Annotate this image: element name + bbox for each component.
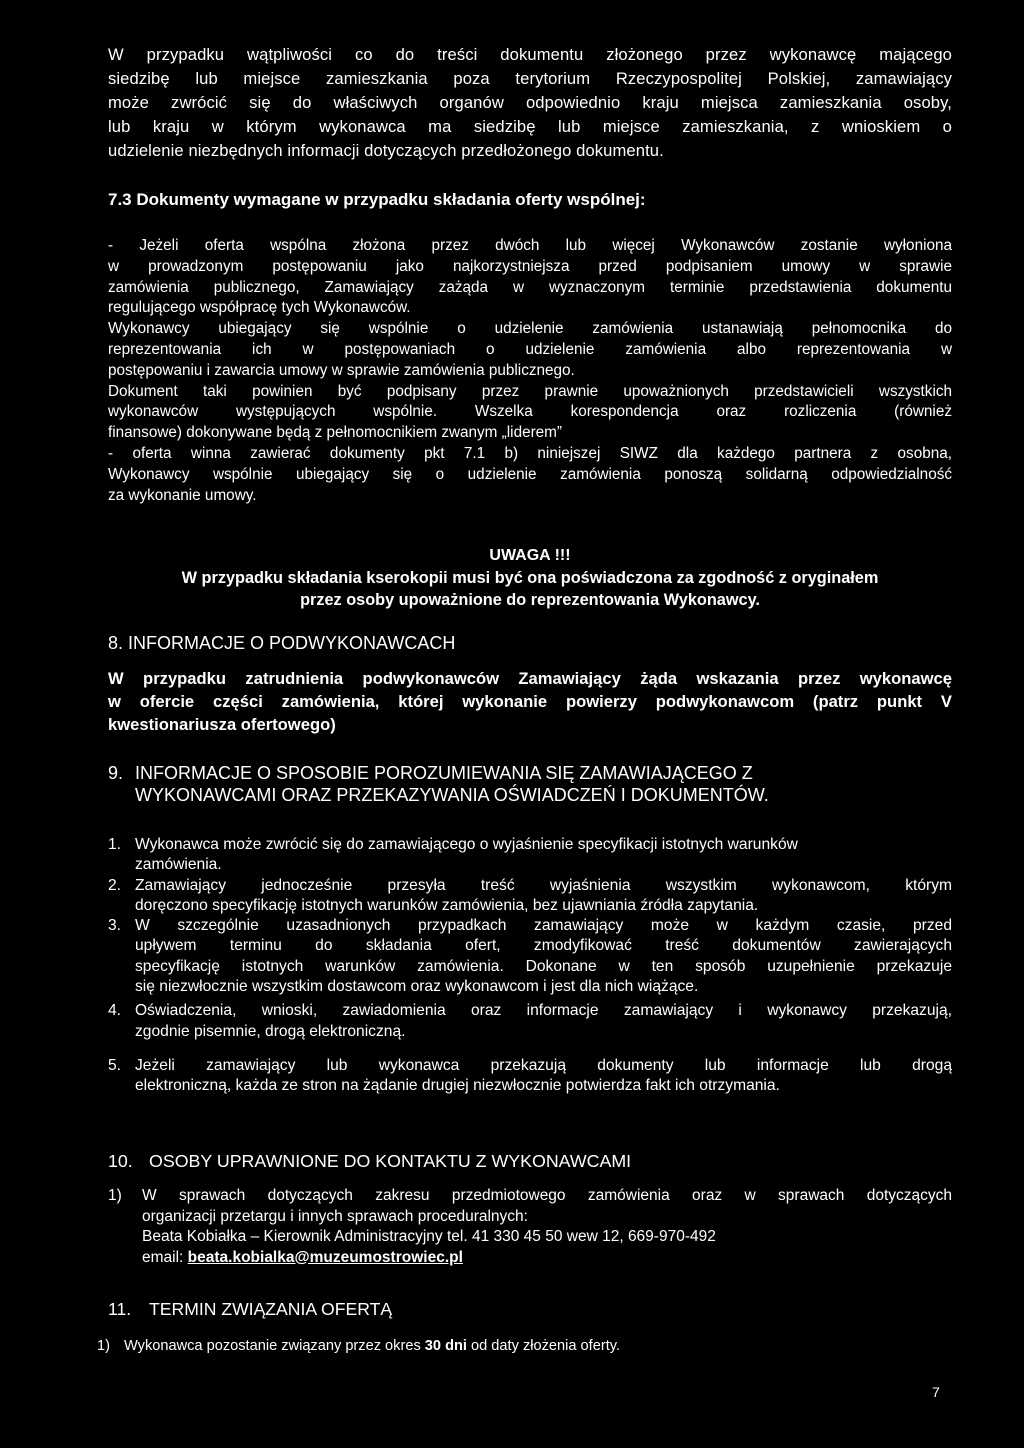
warning-text xyxy=(108,567,952,611)
item-line: Zamawiający jednocześnie przesyła treść wyjaśnienia wszystkim wykonawcom, którym xyxy=(135,876,952,894)
list-number: 1) xyxy=(108,1187,122,1204)
section-number: 11. xyxy=(108,1299,132,1319)
text-segment: od daty złożenia oferty. xyxy=(466,1338,621,1354)
bold-segment: 30 dni xyxy=(424,1338,467,1354)
item-line: zamówienia. xyxy=(135,856,222,874)
item-line xyxy=(124,1336,957,1356)
body-line: Wykonawcy wspólnie ubiegający się o udzielenie zamówienia ponoszą solidarną odpowiedzialność xyxy=(108,465,952,483)
section-8-heading: 8. INFORMACJE O PODWYKONAWCACH xyxy=(108,633,456,653)
heading-text: TERMIN ZWIĄZANIA OFERTĄ xyxy=(149,1299,393,1319)
section-10-body xyxy=(108,1186,952,1268)
body-line: Dokument taki powinien być podpisany przez prawnie upoważnionych przedstawicieli wszystkich xyxy=(108,382,952,400)
body-line: W przypadku zatrudnienia podwykonawców Zamawiający żąda wskazania przez wykonawcę xyxy=(108,669,952,688)
body-line: regulującego współpracę tych Wykonawców. xyxy=(108,299,411,317)
section-11-body xyxy=(97,1336,957,1356)
list-item xyxy=(108,916,952,997)
section-10-heading xyxy=(108,1150,952,1172)
list-item xyxy=(108,1056,952,1097)
text-segment: Wykonawca pozostanie związany przez okres xyxy=(124,1338,425,1354)
list-item xyxy=(108,835,952,876)
list-number: 5. xyxy=(108,1056,122,1074)
section-7-3-heading: 7.3 Dokumenty wymagane w przypadku składania oferty wspólnej: xyxy=(108,190,646,209)
body-line: postępowaniu i zawarcia umowy w sprawie zamówienia publicznego. xyxy=(108,361,575,379)
item-line: doręczono specyfikację istotnych warunków zamówienia, bez ujawniania źródła zapytania. xyxy=(135,896,759,914)
body-line: Wykonawcy ubiegający się wspólnie o udzielenie zamówienia ustanawiają pełnomocnika do xyxy=(108,320,952,338)
list-number: 2. xyxy=(108,876,122,894)
item-line: zgodnie pisemnie, drogą elektroniczną. xyxy=(135,1022,406,1040)
section-7-3-body xyxy=(108,236,952,506)
list-number: 1) xyxy=(97,1338,110,1354)
item-line: upływem terminu do składania ofert, zmodyfikować treść dokumentów zawierających xyxy=(135,937,952,955)
body-line: w prowadzonym postępowaniu jako najkorzystniejsza przed podpisaniem umowy w sprawie xyxy=(108,257,952,275)
body-line: za wykonanie umowy. xyxy=(108,486,257,504)
warning-line: W przypadku składania kserokopii musi być ona poświadczona za zgodność z oryginałem xyxy=(181,569,879,587)
body-line: - oferta winna zawierać dokumenty pkt 7.1 b) niniejszej SIWZ dla każdego partnera z osobna, xyxy=(108,444,952,462)
item-line: się niezwłocznie wszystkim dostawcom oraz wykonawcom i jest dla nich wiążące. xyxy=(135,978,699,996)
body-line: - Jeżeli oferta wspólna złożona przez dwóch lub więcej Wykonawców zostanie wyłoniona xyxy=(108,237,952,254)
heading-line: INFORMACJE O SPOSOBIE POROZUMIEWANIA SIĘ ZAMAWIAJĄCEGO Z xyxy=(135,763,753,783)
section-9-list xyxy=(108,835,952,1097)
intro-line: siedzibę lub miejsce zamieszkania poza terytorium Rzeczypospolitej Polskiej, zamawiający xyxy=(108,69,952,88)
section-9-heading xyxy=(108,762,952,806)
email-label: email: xyxy=(142,1248,188,1266)
body-line: kwestionariusza ofertowego) xyxy=(108,715,336,734)
list-number: 4. xyxy=(108,1002,122,1020)
section-8-body xyxy=(108,667,952,736)
body-line: finansowe) dokonywane będą z pełnomocnikiem zwanym „liderem” xyxy=(108,424,563,442)
body-line: reprezentowania ich w postępowaniach o udzielenie zamówienia albo reprezentowania w xyxy=(108,340,952,358)
item-line: Jeżeli zamawiający lub wykonawca przekazują dokumenty lub informacje lub drogą xyxy=(135,1056,952,1074)
intro-paragraph xyxy=(108,43,952,163)
body-line: zamówienia publicznego, Zamawiający zażąda w wyznaczonym terminie przedstawienia dokumentu xyxy=(108,278,952,296)
list-item xyxy=(108,1001,952,1042)
list-item xyxy=(108,876,952,917)
item-line: W sprawach dotyczących zakresu przedmiotowego zamówienia oraz w sprawach dotyczących xyxy=(142,1187,952,1204)
item-line: specyfikację istotnych warunków zamówienia. Dokonane w ten sposób uzupełnienie przekazuje xyxy=(135,957,952,975)
email-link[interactable]: beata.kobialka@muzeumostrowiec.pl xyxy=(187,1248,463,1266)
intro-line: udzielenie niezbędnych informacji dotyczących przedłożonego dokumentu. xyxy=(108,141,664,160)
section-11-heading xyxy=(108,1298,952,1320)
heading-text: OSOBY UPRAWNIONE DO KONTAKTU Z WYKONAWCAMI xyxy=(149,1151,632,1171)
item-line: organizacji przetargu i innych sprawach proceduralnych: xyxy=(142,1207,528,1225)
contact-person: Beata Kobiałka – Kierownik Administracyjny tel. 41 330 45 50 wew 12, 669-970-492 xyxy=(142,1228,716,1245)
section-number: 10. xyxy=(108,1151,133,1171)
body-line: w ofercie części zamówienia, której wykonanie powierzy podwykonawcom (patrz punkt V xyxy=(108,692,952,711)
item-line: Oświadczenia, wnioski, zawiadomienia oraz informacje zamawiający i wykonawcy przekazują, xyxy=(135,1002,952,1020)
item-line: W szczególnie uzasadnionych przypadkach zamawiający może w każdym czasie, przed xyxy=(135,917,952,935)
warning-line: przez osoby upoważnione do reprezentowania Wykonawcy. xyxy=(300,591,760,609)
list-number: 1. xyxy=(108,836,122,853)
item-line: elektroniczną, każda ze stron na żądanie drugiej niezwłocznie potwierdza fakt ich otrzymania. xyxy=(135,1077,780,1095)
intro-line: lub kraju w którym wykonawca ma siedzibę lub miejsce zamieszkania, z wnioskiem o xyxy=(108,117,952,136)
section-number: 9. xyxy=(108,763,124,783)
heading-line: WYKONAWCAMI ORAZ PRZEKAZYWANIA OŚWIADCZEŃ I DOKUMENTÓW. xyxy=(135,785,769,805)
page-number: 7 xyxy=(932,1384,940,1400)
item-line: Wykonawca może zwrócić się do zamawiającego o wyjaśnienie specyfikacji istotnych warunków xyxy=(135,836,798,853)
body-line: wykonawców występujących wspólnie. Wszelka korespondencja oraz rozliczenia (również xyxy=(108,403,952,421)
list-number: 3. xyxy=(108,917,122,935)
intro-line: może zwrócić się do właściwych organów odpowiednio kraju miejsca zamieszkania osoby, xyxy=(108,93,952,112)
warning-title: UWAGA !!! xyxy=(489,547,571,564)
intro-line: W przypadku wątpliwości co do treści dokumentu złożonego przez wykonawcę mającego xyxy=(108,45,952,64)
email-line xyxy=(142,1248,952,1269)
